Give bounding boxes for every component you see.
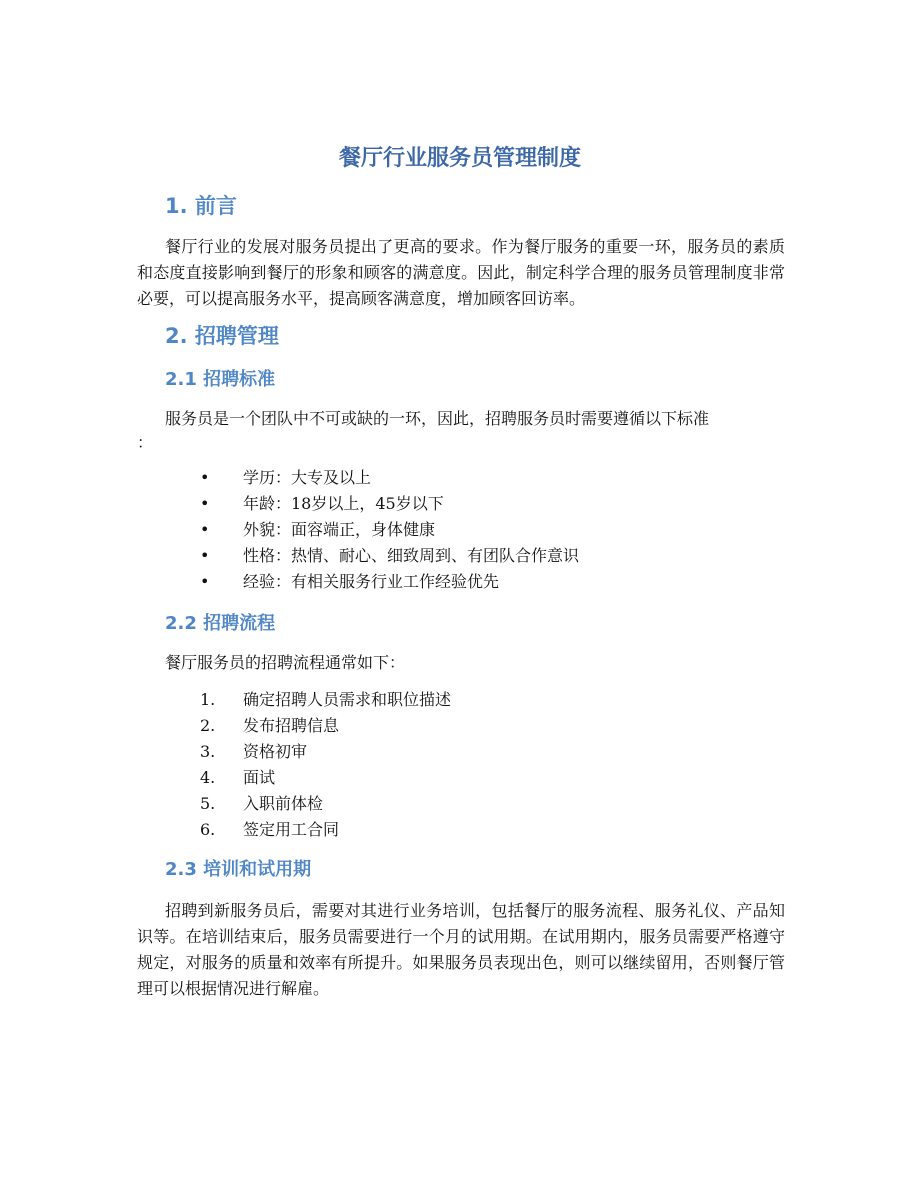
standards-list [200, 465, 579, 595]
list-number: 2. [200, 716, 216, 735]
subsection-heading-process: 2.2 招聘流程 [165, 613, 276, 634]
list-item-text: 资格初审 [243, 742, 308, 761]
list-number: 5. [200, 794, 216, 813]
list-item [200, 569, 579, 595]
subsection-heading-standards: 2.1 招聘标准 [165, 369, 276, 390]
list-item-text: 经验：有相关服务行业工作经验优先 [243, 572, 500, 591]
list-item-text: 年龄：18岁以上，45岁以下 [243, 494, 444, 513]
list-item-text: 性格：热情、耐心、细致周到、有团队合作意识 [243, 546, 580, 565]
bullet-icon: • [200, 572, 210, 591]
list-item-text: 入职前体检 [243, 794, 324, 813]
list-item-text: 确定招聘人员需求和职位描述 [243, 690, 452, 709]
standards-intro-colon: ： [137, 433, 154, 452]
bullet-icon: • [200, 520, 210, 539]
list-item [200, 517, 579, 543]
list-item [200, 739, 451, 765]
list-number: 6. [200, 820, 216, 839]
standards-intro: 服务员是一个团队中不可或缺的一环，因此，招聘服务员时需要遵循以下标准 [165, 409, 710, 428]
bullet-icon: • [200, 494, 210, 513]
list-item [200, 491, 579, 517]
training-paragraph: 招聘到新服务员后，需要对其进行业务培训，包括餐厅的服务流程、服务礼仪、产品知识等。在培训结束后，服务员需要进行一个月的试用期。在试用期内，服务员需要严格遵守规定，对服务的质量和效率有所提升。如果服务员表现出色，则可以继续留用，否则餐厅管理可以根据情况进行解雇。 [137, 901, 785, 998]
list-item [200, 465, 579, 491]
list-item [200, 687, 451, 713]
list-item-text: 面试 [243, 768, 276, 787]
bullet-icon: • [200, 546, 210, 565]
list-item [200, 791, 451, 817]
list-item-text: 发布招聘信息 [243, 716, 340, 735]
list-item-text: 签定用工合同 [243, 820, 340, 839]
section-heading-preface: 1. 前言 [165, 194, 237, 218]
list-item-text: 学历：大专及以上 [243, 468, 372, 487]
list-item [200, 543, 579, 569]
document-title: 餐厅行业服务员管理制度 [338, 146, 581, 171]
list-number: 1. [200, 690, 216, 709]
bullet-icon: • [200, 468, 210, 487]
process-list [200, 687, 451, 843]
preface-paragraph: 餐厅行业的发展对服务员提出了更高的要求。作为餐厅服务的重要一环，服务员的素质和态度直接影响到餐厅的形象和顾客的满意度。因此，制定科学合理的服务员管理制度非常必要，可以提高服务水平，提高顾客满意度，增加顾客回访率。 [137, 237, 785, 308]
list-item [200, 817, 451, 843]
list-number: 3. [200, 742, 216, 761]
process-intro: 餐厅服务员的招聘流程通常如下： [165, 653, 406, 672]
list-number: 4. [200, 768, 216, 787]
section-heading-recruitment: 2. 招聘管理 [165, 324, 279, 348]
subsection-heading-training: 2.3 培训和试用期 [165, 859, 312, 880]
list-item-text: 外貌：面容端正，身体健康 [243, 520, 436, 539]
list-item [200, 765, 451, 791]
list-item [200, 713, 451, 739]
